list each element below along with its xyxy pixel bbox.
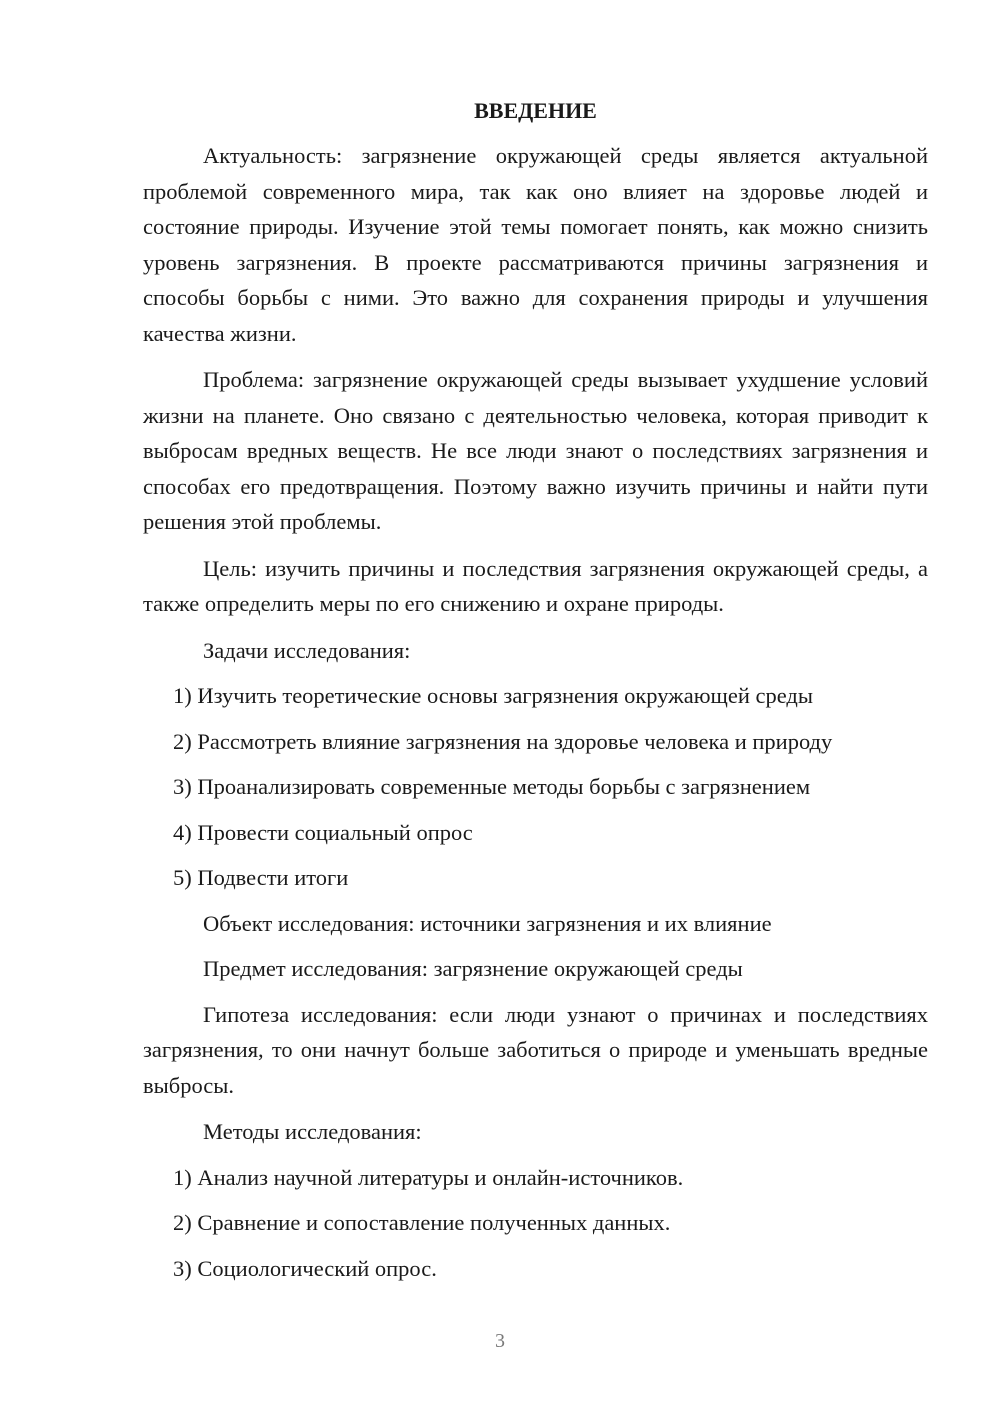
page-content xyxy=(143,93,928,1296)
task-item-5: 5) Подвести итоги xyxy=(173,865,349,890)
method-item-1: 1) Анализ научной литературы и онлайн-источников. xyxy=(173,1164,684,1190)
subject-line: Предмет исследования: загрязнение окружающей среды xyxy=(203,956,743,981)
object-line: Объект исследования: источники загрязнения и их влияние xyxy=(203,910,772,936)
relevance-paragraph: Актуальность: загрязнение окружающей среды является актуальной проблемой современного мира, так как оно влияет на здоровье людей и состояние природы. Изучение этой темы помогает понять, как можно снизить уровень загрязнения. В проекте рассматриваются причины загрязнения и способы борьбы с ними. Это важно для сохранения природы и улучшения качества жизни. xyxy=(143,143,928,346)
problem-paragraph: Проблема: загрязнение окружающей среды вызывает ухудшение условий жизни на планете. Оно связано с деятельностью человека, которая приводит к выбросам вредных веществ. Не все люди знают о последствиях загрязнения и способах его предотвращения. Поэтому важно изучить причины и найти пути решения этой проблемы. xyxy=(143,367,928,534)
task-item-3: 3) Проанализировать современные методы борьбы с загрязнением xyxy=(173,774,811,799)
goal-paragraph: Цель: изучить причины и последствия загрязнения окружающей среды, а также определить меры по его снижению и охране природы. xyxy=(143,555,928,616)
task-item-1: 1) Изучить теоретические основы загрязнения окружающей среды xyxy=(173,683,813,708)
method-item-2: 2) Сравнение и сопоставление полученных данных. xyxy=(173,1210,671,1235)
page-title: ВВЕДЕНИЕ xyxy=(474,98,597,123)
task-item-4: 4) Провести социальный опрос xyxy=(173,819,473,845)
hypothesis-paragraph: Гипотеза исследования: если люди узнают о причинах и последствиях загрязнения, то они начнут больше заботиться о природе и уменьшать вредные выбросы. xyxy=(143,1001,928,1098)
task-item-2: 2) Рассмотреть влияние загрязнения на здоровье человека и природу xyxy=(173,728,833,754)
methods-heading: Методы исследования: xyxy=(203,1119,422,1144)
tasks-heading: Задачи исследования: xyxy=(203,637,411,663)
page-number: 3 xyxy=(495,1330,505,1352)
method-item-3: 3) Социологический опрос. xyxy=(173,1255,437,1281)
